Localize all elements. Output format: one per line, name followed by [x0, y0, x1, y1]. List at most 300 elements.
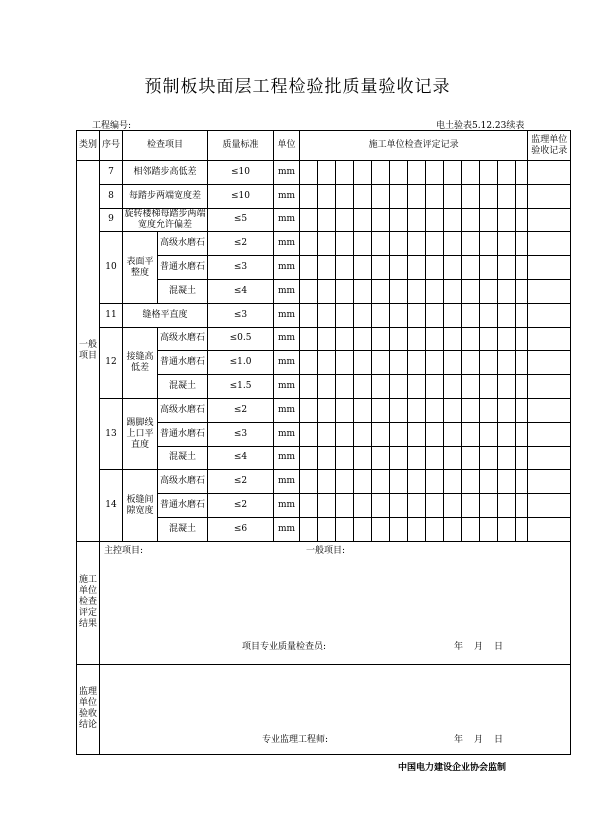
row-standard: ≤1.0	[208, 351, 274, 375]
supervision-record-cell[interactable]	[528, 494, 571, 518]
supervision-record-cell[interactable]	[528, 422, 571, 446]
record-cell[interactable]	[498, 494, 516, 518]
record-cell[interactable]	[336, 494, 354, 518]
record-cell[interactable]	[462, 470, 480, 494]
month-label: 月	[474, 641, 484, 652]
table-row	[77, 161, 571, 185]
record-cell[interactable]	[408, 517, 426, 541]
row-standard: ≤10	[208, 184, 274, 208]
record-cell[interactable]	[318, 303, 336, 327]
record-cell[interactable]	[318, 208, 336, 232]
row-unit: mm	[274, 351, 300, 375]
record-cell[interactable]	[408, 422, 426, 446]
header-category: 类别	[77, 131, 100, 161]
record-cell[interactable]	[426, 351, 444, 375]
header-unit: 单位	[274, 131, 300, 161]
header-seq: 序号	[100, 131, 123, 161]
row-sub-item: 普通水磨石	[158, 351, 208, 375]
row-group: 表面平整度	[123, 232, 158, 303]
supervision-record-cell[interactable]	[528, 398, 571, 422]
record-cell[interactable]	[336, 256, 354, 280]
record-cell[interactable]	[462, 232, 480, 256]
record-cell[interactable]	[462, 517, 480, 541]
record-cell[interactable]	[390, 232, 408, 256]
record-cell[interactable]	[318, 375, 336, 399]
table-row	[77, 208, 571, 232]
row-seq: 7	[100, 161, 123, 185]
row-unit: mm	[274, 517, 300, 541]
record-cell[interactable]	[372, 375, 390, 399]
record-cell[interactable]	[300, 494, 318, 518]
record-cell[interactable]	[498, 446, 516, 470]
record-cell[interactable]	[300, 279, 318, 303]
record-cell[interactable]	[480, 446, 498, 470]
record-cell[interactable]	[372, 446, 390, 470]
record-cell[interactable]	[372, 351, 390, 375]
row-standard: ≤3	[208, 422, 274, 446]
record-cell[interactable]	[354, 208, 372, 232]
record-cell[interactable]	[426, 422, 444, 446]
record-cell[interactable]	[354, 494, 372, 518]
record-cell[interactable]	[300, 303, 318, 327]
row-standard: ≤2	[208, 232, 274, 256]
record-cell[interactable]	[516, 161, 528, 185]
supervision-record-cell[interactable]	[528, 517, 571, 541]
supervision-engineer-label: 专业监理工程师:	[262, 734, 329, 745]
row-standard: ≤4	[208, 279, 274, 303]
record-cell[interactable]	[372, 422, 390, 446]
record-cell[interactable]	[444, 208, 462, 232]
table-row	[77, 232, 571, 256]
record-cell[interactable]	[444, 327, 462, 351]
record-cell[interactable]	[336, 184, 354, 208]
project-number-label: 工程编号:	[92, 121, 132, 131]
record-cell[interactable]	[516, 470, 528, 494]
record-cell[interactable]	[480, 398, 498, 422]
row-standard: ≤6	[208, 517, 274, 541]
record-cell[interactable]	[390, 161, 408, 185]
record-cell[interactable]	[300, 256, 318, 280]
row-standard: ≤3	[208, 303, 274, 327]
record-cell[interactable]	[498, 184, 516, 208]
record-cell[interactable]	[516, 184, 528, 208]
record-cell[interactable]	[462, 279, 480, 303]
record-cell[interactable]	[462, 161, 480, 185]
row-seq: 13	[100, 398, 123, 469]
record-cell[interactable]	[516, 303, 528, 327]
record-cell[interactable]	[462, 351, 480, 375]
record-cell[interactable]	[426, 161, 444, 185]
record-cell[interactable]	[516, 208, 528, 232]
supervision-record-cell[interactable]	[528, 161, 571, 185]
supervision-record-cell[interactable]	[528, 470, 571, 494]
footer-issuer: 中国电力建设企业协会监制	[398, 763, 507, 773]
record-cell[interactable]	[444, 470, 462, 494]
record-cell[interactable]	[498, 303, 516, 327]
row-standard: ≤1.5	[208, 375, 274, 399]
construction-result-body[interactable]	[100, 541, 571, 664]
table-row	[77, 398, 571, 422]
record-cell[interactable]	[516, 279, 528, 303]
record-cell[interactable]	[408, 398, 426, 422]
inspection-record-table	[76, 130, 571, 755]
record-cell[interactable]	[354, 517, 372, 541]
record-cell[interactable]	[426, 327, 444, 351]
supervision-record-cell[interactable]	[528, 279, 571, 303]
record-cell[interactable]	[318, 256, 336, 280]
record-cell[interactable]	[444, 232, 462, 256]
record-cell[interactable]	[300, 422, 318, 446]
record-cell[interactable]	[426, 494, 444, 518]
record-cell[interactable]	[372, 232, 390, 256]
row-unit: mm	[274, 208, 300, 232]
record-cell[interactable]	[300, 375, 318, 399]
record-cell[interactable]	[390, 375, 408, 399]
record-cell[interactable]	[498, 351, 516, 375]
record-cell[interactable]	[390, 279, 408, 303]
record-cell[interactable]	[354, 422, 372, 446]
record-cell[interactable]	[372, 327, 390, 351]
row-seq: 8	[100, 184, 123, 208]
row-group: 踢脚线上口平直度	[123, 398, 158, 469]
record-cell[interactable]	[408, 303, 426, 327]
supervision-record-cell[interactable]	[528, 208, 571, 232]
record-cell[interactable]	[300, 184, 318, 208]
record-cell[interactable]	[390, 494, 408, 518]
record-cell[interactable]	[426, 279, 444, 303]
record-cell[interactable]	[480, 279, 498, 303]
record-cell[interactable]	[444, 517, 462, 541]
record-cell[interactable]	[390, 517, 408, 541]
record-cell[interactable]	[444, 303, 462, 327]
record-cell[interactable]	[372, 470, 390, 494]
record-cell[interactable]	[498, 279, 516, 303]
record-cell[interactable]	[516, 422, 528, 446]
record-cell[interactable]	[318, 398, 336, 422]
record-cell[interactable]	[318, 279, 336, 303]
record-cell[interactable]	[336, 161, 354, 185]
record-cell[interactable]	[300, 470, 318, 494]
record-cell[interactable]	[444, 256, 462, 280]
supervision-conclusion-label: 监理单位验收结论	[77, 664, 100, 754]
record-cell[interactable]	[426, 256, 444, 280]
record-cell[interactable]	[480, 375, 498, 399]
record-cell[interactable]	[408, 446, 426, 470]
record-cell[interactable]	[372, 303, 390, 327]
row-item: 相邻踏步高低差	[123, 161, 208, 185]
quality-inspector-label: 项目专业质量检查员:	[242, 641, 327, 652]
header-construction-record: 施工单位检查评定记录	[300, 131, 528, 161]
supervision-record-cell[interactable]	[528, 232, 571, 256]
record-cell[interactable]	[480, 232, 498, 256]
record-cell[interactable]	[354, 279, 372, 303]
record-cell[interactable]	[498, 232, 516, 256]
record-cell[interactable]	[426, 232, 444, 256]
record-cell[interactable]	[300, 327, 318, 351]
record-cell[interactable]	[516, 446, 528, 470]
record-cell[interactable]	[408, 470, 426, 494]
record-cell[interactable]	[444, 375, 462, 399]
record-cell[interactable]	[390, 303, 408, 327]
record-cell[interactable]	[390, 184, 408, 208]
record-cell[interactable]	[354, 398, 372, 422]
record-cell[interactable]	[354, 256, 372, 280]
record-cell[interactable]	[498, 375, 516, 399]
record-cell[interactable]	[462, 184, 480, 208]
record-cell[interactable]	[444, 494, 462, 518]
record-cell[interactable]	[480, 208, 498, 232]
row-sub-item: 普通水磨石	[158, 494, 208, 518]
record-cell[interactable]	[498, 208, 516, 232]
record-cell[interactable]	[318, 446, 336, 470]
record-cell[interactable]	[318, 470, 336, 494]
record-cell[interactable]	[372, 494, 390, 518]
record-cell[interactable]	[498, 422, 516, 446]
record-cell[interactable]	[480, 161, 498, 185]
record-cell[interactable]	[336, 470, 354, 494]
row-unit: mm	[274, 470, 300, 494]
record-cell[interactable]	[390, 351, 408, 375]
main-items-label: 主控项目:	[104, 545, 144, 556]
table-row	[77, 184, 571, 208]
record-cell[interactable]	[300, 232, 318, 256]
record-cell[interactable]	[408, 494, 426, 518]
table-row	[77, 327, 571, 351]
row-unit: mm	[274, 232, 300, 256]
record-cell[interactable]	[498, 161, 516, 185]
record-cell[interactable]	[372, 517, 390, 541]
form-number: 电土验表5.12.23续表	[436, 121, 525, 131]
record-cell[interactable]	[336, 446, 354, 470]
record-cell[interactable]	[408, 232, 426, 256]
record-cell[interactable]	[354, 161, 372, 185]
record-cell[interactable]	[408, 184, 426, 208]
table-row	[77, 470, 571, 494]
record-cell[interactable]	[408, 351, 426, 375]
general-items-label: 一般项目:	[306, 545, 346, 556]
record-cell[interactable]	[426, 470, 444, 494]
record-cell[interactable]	[390, 256, 408, 280]
record-cell[interactable]	[516, 375, 528, 399]
supervision-record-cell[interactable]	[528, 327, 571, 351]
record-cell[interactable]	[480, 517, 498, 541]
record-cell[interactable]	[408, 375, 426, 399]
record-cell[interactable]	[498, 398, 516, 422]
record-cell[interactable]	[300, 208, 318, 232]
record-cell[interactable]	[372, 256, 390, 280]
record-cell[interactable]	[480, 303, 498, 327]
row-unit: mm	[274, 446, 300, 470]
row-standard: ≤5	[208, 208, 274, 232]
record-cell[interactable]	[300, 446, 318, 470]
header-standard: 质量标准	[208, 131, 274, 161]
supervision-record-cell[interactable]	[528, 375, 571, 399]
row-item: 旋转楼梯每踏步两端宽度允许偏差	[124, 208, 206, 230]
record-cell[interactable]	[372, 279, 390, 303]
record-cell[interactable]	[408, 256, 426, 280]
record-cell[interactable]	[354, 303, 372, 327]
record-cell[interactable]	[498, 470, 516, 494]
record-cell[interactable]	[372, 398, 390, 422]
record-cell[interactable]	[498, 256, 516, 280]
record-cell[interactable]	[498, 517, 516, 541]
record-cell[interactable]	[354, 470, 372, 494]
record-cell[interactable]	[354, 446, 372, 470]
record-cell[interactable]	[444, 184, 462, 208]
record-cell[interactable]	[300, 398, 318, 422]
record-cell[interactable]	[336, 232, 354, 256]
record-cell[interactable]	[336, 375, 354, 399]
row-unit: mm	[274, 161, 300, 185]
day-label: 日	[494, 734, 504, 745]
record-cell[interactable]	[426, 208, 444, 232]
record-cell[interactable]	[336, 327, 354, 351]
record-cell[interactable]	[318, 494, 336, 518]
row-standard: ≤2	[208, 398, 274, 422]
record-cell[interactable]	[462, 327, 480, 351]
record-cell[interactable]	[390, 422, 408, 446]
record-cell[interactable]	[444, 398, 462, 422]
row-standard: ≤10	[208, 161, 274, 185]
record-cell[interactable]	[462, 303, 480, 327]
record-cell[interactable]	[462, 398, 480, 422]
row-seq: 14	[100, 470, 123, 541]
row-group: 板缝间隙宽度	[123, 470, 158, 541]
record-cell[interactable]	[318, 232, 336, 256]
record-cell[interactable]	[516, 351, 528, 375]
record-cell[interactable]	[462, 422, 480, 446]
supervision-conclusion-body[interactable]	[100, 664, 571, 754]
record-cell[interactable]	[318, 351, 336, 375]
record-cell[interactable]	[516, 327, 528, 351]
record-cell[interactable]	[480, 184, 498, 208]
record-cell[interactable]	[354, 351, 372, 375]
record-cell[interactable]	[462, 256, 480, 280]
record-cell[interactable]	[336, 303, 354, 327]
record-cell[interactable]	[444, 351, 462, 375]
record-cell[interactable]	[300, 161, 318, 185]
record-cell[interactable]	[480, 327, 498, 351]
supervision-record-cell[interactable]	[528, 446, 571, 470]
year-label: 年	[454, 734, 464, 745]
record-cell[interactable]	[390, 208, 408, 232]
record-cell[interactable]	[390, 446, 408, 470]
record-cell[interactable]	[480, 494, 498, 518]
record-cell[interactable]	[444, 422, 462, 446]
row-sub-item: 混凝土	[158, 375, 208, 399]
supervision-conclusion-row	[77, 664, 571, 754]
record-cell[interactable]	[300, 351, 318, 375]
record-cell[interactable]	[318, 327, 336, 351]
record-cell[interactable]	[516, 517, 528, 541]
record-cell[interactable]	[462, 375, 480, 399]
record-cell[interactable]	[372, 161, 390, 185]
supervision-record-cell[interactable]	[528, 256, 571, 280]
record-cell[interactable]	[426, 375, 444, 399]
record-cell[interactable]	[516, 256, 528, 280]
record-cell[interactable]	[354, 327, 372, 351]
record-cell[interactable]	[444, 446, 462, 470]
record-cell[interactable]	[390, 398, 408, 422]
row-sub-item: 高级水磨石	[158, 470, 208, 494]
record-cell[interactable]	[498, 327, 516, 351]
record-cell[interactable]	[426, 398, 444, 422]
record-cell[interactable]	[480, 470, 498, 494]
row-standard: ≤3	[208, 256, 274, 280]
header-supervision-record: 监理单位验收记录	[528, 131, 571, 161]
row-standard: ≤4	[208, 446, 274, 470]
record-cell[interactable]	[336, 398, 354, 422]
page-title: 预制板块面层工程检验批质量验收记录	[144, 77, 451, 97]
record-cell[interactable]	[408, 161, 426, 185]
record-cell[interactable]	[426, 184, 444, 208]
record-cell[interactable]	[426, 303, 444, 327]
record-cell[interactable]	[516, 232, 528, 256]
supervision-record-cell[interactable]	[528, 351, 571, 375]
year-label: 年	[454, 641, 464, 652]
row-unit: mm	[274, 375, 300, 399]
record-cell[interactable]	[354, 375, 372, 399]
row-sub-item: 混凝土	[158, 517, 208, 541]
record-cell[interactable]	[462, 446, 480, 470]
row-unit: mm	[274, 279, 300, 303]
record-cell[interactable]	[480, 256, 498, 280]
row-unit: mm	[274, 327, 300, 351]
record-cell[interactable]	[462, 494, 480, 518]
record-cell[interactable]	[354, 184, 372, 208]
month-label: 月	[474, 734, 484, 745]
record-cell[interactable]	[390, 327, 408, 351]
supervision-record-cell[interactable]	[528, 303, 571, 327]
record-cell[interactable]	[336, 351, 354, 375]
record-cell[interactable]	[318, 161, 336, 185]
record-cell[interactable]	[354, 232, 372, 256]
record-cell[interactable]	[318, 517, 336, 541]
record-cell[interactable]	[408, 208, 426, 232]
row-unit: mm	[274, 256, 300, 280]
row-standard: ≤2	[208, 494, 274, 518]
record-cell[interactable]	[426, 517, 444, 541]
day-label: 日	[494, 641, 504, 652]
record-cell[interactable]	[336, 422, 354, 446]
record-cell[interactable]	[408, 279, 426, 303]
record-cell[interactable]	[480, 422, 498, 446]
record-cell[interactable]	[336, 279, 354, 303]
record-cell[interactable]	[390, 470, 408, 494]
row-seq: 11	[100, 303, 123, 327]
record-cell[interactable]	[480, 351, 498, 375]
record-cell[interactable]	[318, 184, 336, 208]
row-sub-item: 高级水磨石	[158, 327, 208, 351]
record-cell[interactable]	[444, 279, 462, 303]
record-cell[interactable]	[426, 446, 444, 470]
record-cell[interactable]	[408, 327, 426, 351]
record-cell[interactable]	[318, 422, 336, 446]
row-item: 缝格平直度	[123, 303, 208, 327]
record-cell[interactable]	[462, 208, 480, 232]
record-cell[interactable]	[516, 398, 528, 422]
supervision-record-cell[interactable]	[528, 184, 571, 208]
record-cell[interactable]	[336, 517, 354, 541]
record-cell[interactable]	[372, 184, 390, 208]
record-cell[interactable]	[300, 517, 318, 541]
record-cell[interactable]	[336, 208, 354, 232]
row-seq: 10	[100, 232, 123, 303]
record-cell[interactable]	[444, 161, 462, 185]
record-cell[interactable]	[516, 494, 528, 518]
record-cell[interactable]	[372, 208, 390, 232]
category-general: 一般项目	[77, 161, 100, 542]
